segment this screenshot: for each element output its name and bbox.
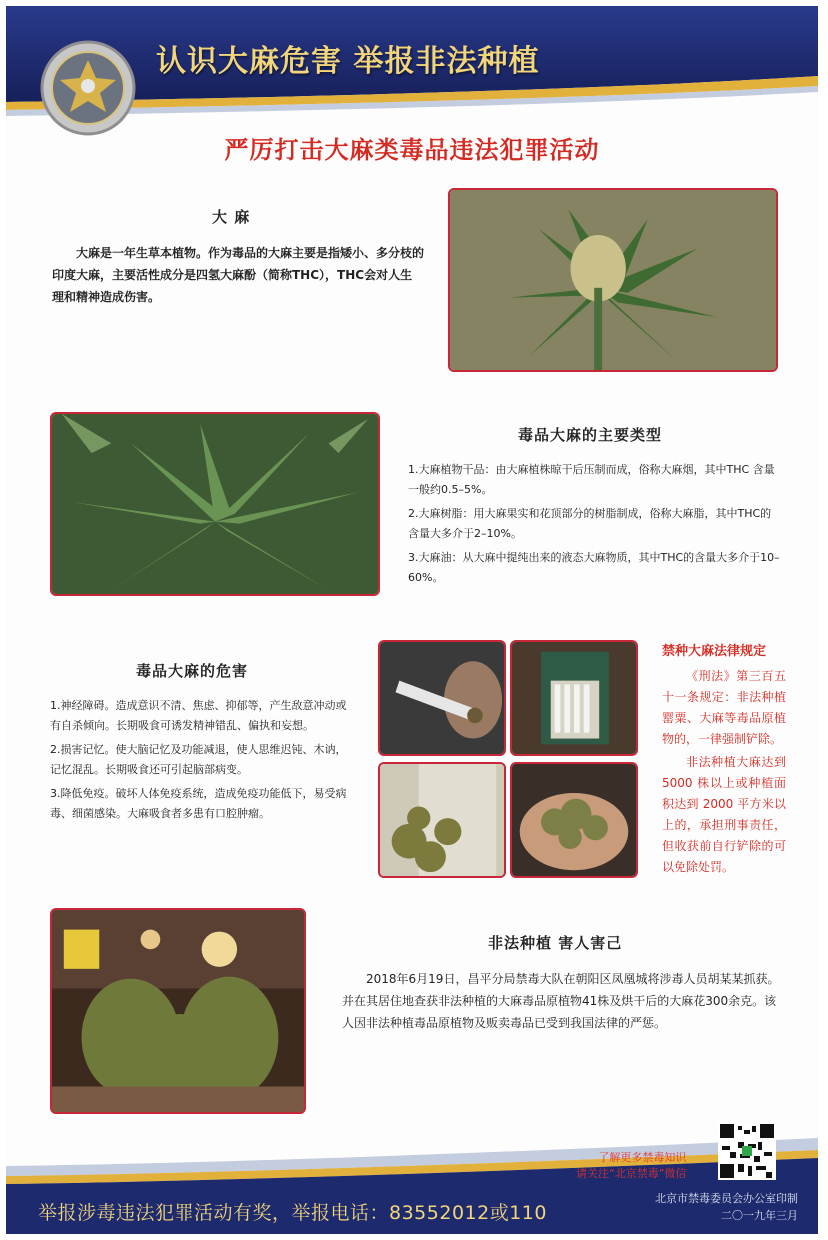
types-list — [408, 460, 782, 592]
list-item: 3.降低免疫。破坏人体免疫系统，造成免疫功能低下，易受病毒、细菌感染。大麻吸食者多患有口腔肿瘤。 — [50, 787, 347, 820]
list-item: 2.大麻树脂：用大麻果实和花顶部分的树脂制成，俗称大麻脂，其中THC的含量大多介于2–10%。 — [408, 507, 772, 540]
section-body-cannabis: 大麻是一年生草本植物。作为毒品的大麻主要是指矮小、多分枝的印度大麻，主要活性成分是四氢大麻酚（简称THC），THC会对人生理和精神造成伤害。 — [52, 246, 425, 304]
page-subtitle: 严厉打击大麻类毒品违法犯罪活动 — [224, 136, 600, 164]
footer-banner — [6, 1110, 818, 1234]
cigarette-tin-photo — [510, 640, 638, 756]
indoor-grow-photo — [50, 908, 306, 1114]
case-paragraph: 2018年6月19日，昌平分局禁毒大队在朝阳区凤凰城将涉毒人员胡某某抓获。并在其居住地查获非法种植的大麻毒品原植物41株及烘干后的大麻花300余克。该人因非法种植毒品原植物及贩卖毒品已受到我国法律的严惩。 — [342, 972, 780, 1030]
list-item: 1.大麻植物干品：由大麻植株晾干后压制而成，俗称大麻烟，其中THC 含量一般约0.5–5%。 — [408, 463, 775, 496]
printer-line2: 二〇一九年三月 — [721, 1209, 798, 1222]
list-item: 1.神经障碍。造成意识不清、焦虑、抑郁等，产生敌意冲动或有自杀倾向。长期吸食可诱发精神错乱、偏执和妄想。 — [50, 699, 347, 732]
harms-list — [50, 696, 350, 828]
section-title-illegal-planting: 非法种植 害人害己 — [488, 934, 623, 952]
section-title-harms: 毒品大麻的危害 — [136, 662, 249, 680]
law-text — [662, 666, 786, 878]
header-banner — [6, 6, 818, 126]
law-title: 禁种大麻法律规定 — [662, 644, 767, 659]
law-paragraph-1: 《刑法》第三百五十一条规定：非法种植罂粟、大麻等毒品原植物的，一律强制铲除。 — [662, 669, 786, 746]
printer-line1: 北京市禁毒委员会办公室印制 — [655, 1192, 798, 1205]
list-item: 3.大麻油：从大麻中提纯出来的液态大麻物质，其中THC的含量大多介于10–60%。 — [408, 551, 780, 584]
jar-buds-photo — [378, 762, 506, 878]
wechat-note-line2: 请关注“北京禁毒”微信 — [576, 1167, 687, 1180]
header-title: 认识大麻危害 举报非法种植 — [156, 44, 540, 79]
joint-photo — [378, 640, 506, 756]
cannabis-leaves-photo — [50, 412, 380, 596]
report-hotline: 举报涉毒违法犯罪活动有奖，举报电话：83552012或110 — [38, 1202, 547, 1224]
hands-buds-photo — [510, 762, 638, 878]
section-title-types: 毒品大麻的主要类型 — [518, 426, 663, 444]
police-badge-icon — [38, 38, 138, 138]
law-paragraph-2: 非法种植大麻达到 5000 株以上或种植面积达到 2000 平方米以上的，承担刑事责任，但收获前自行铲除的可以免除处罚。 — [662, 755, 786, 874]
cannabis-plant-photo — [448, 188, 778, 372]
qr-code-icon — [718, 1122, 776, 1180]
poster — [6, 6, 818, 1234]
section-title-cannabis: 大 麻 — [212, 208, 251, 226]
wechat-note-line1: 了解更多禁毒知识 — [598, 1151, 687, 1164]
list-item: 2.损害记忆。使大脑记忆及功能减退，使人思维迟钝、木讷，记忆混乱。长期吸食还可引起脑部病变。 — [50, 743, 347, 776]
wechat-note — [576, 1150, 686, 1182]
printer-credit — [655, 1190, 798, 1224]
